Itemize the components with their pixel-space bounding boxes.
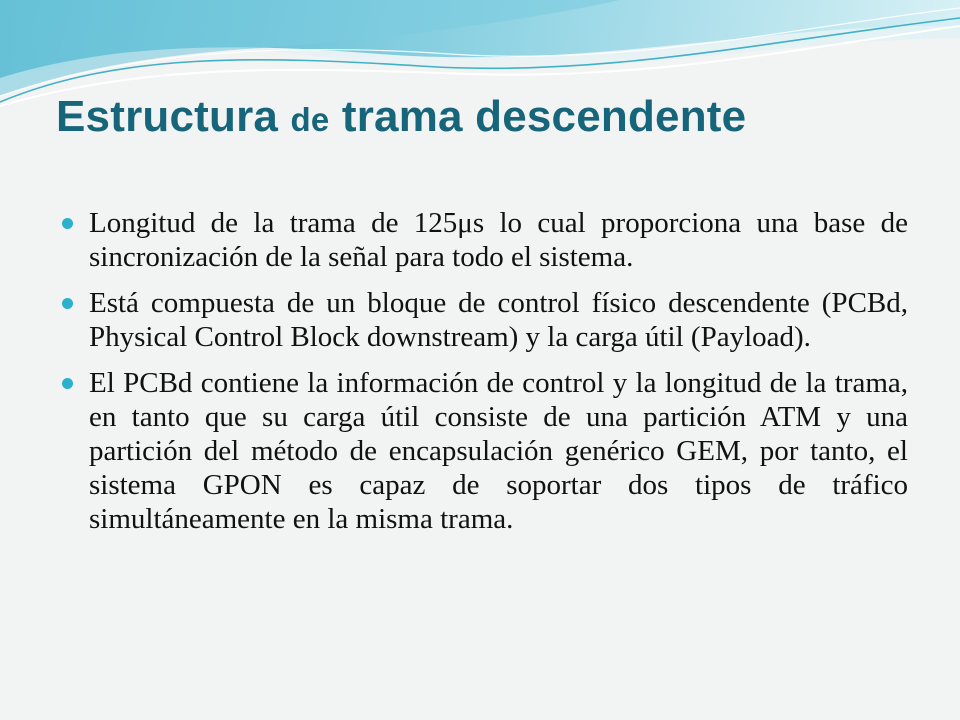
bullet-dot-icon [62,378,73,389]
bullet-text: Longitud de la trama de 125μs lo cual proporciona una base de sincronización de la señal para todo el sistema. [89,207,908,273]
bullet-item [62,286,908,354]
slide-title [56,92,746,142]
bullet-item [62,206,908,274]
bullet-item [62,366,908,536]
bullet-dot-icon [62,218,73,229]
title-part-estructura: Estructura [56,92,291,141]
bullet-text: Está compuesta de un bloque de control físico descendente (PCBd, Physical Control Block downstream) y la carga útil (Payload). [89,287,908,353]
bullet-text: El PCBd contiene la información de control y la longitud de la trama, en tanto que su carga útil consiste de una partición ATM y una partición del método de encapsulación genérico GEM, por tanto, el sistema GPON es capaz de soportar dos tipos de tráfico simultáneamente en la misma trama. [89,367,908,535]
title-part-trama-descendente: trama descendente [329,92,747,141]
bullet-list [62,206,908,548]
title-part-de: de [290,101,330,138]
bullet-dot-icon [62,298,73,309]
